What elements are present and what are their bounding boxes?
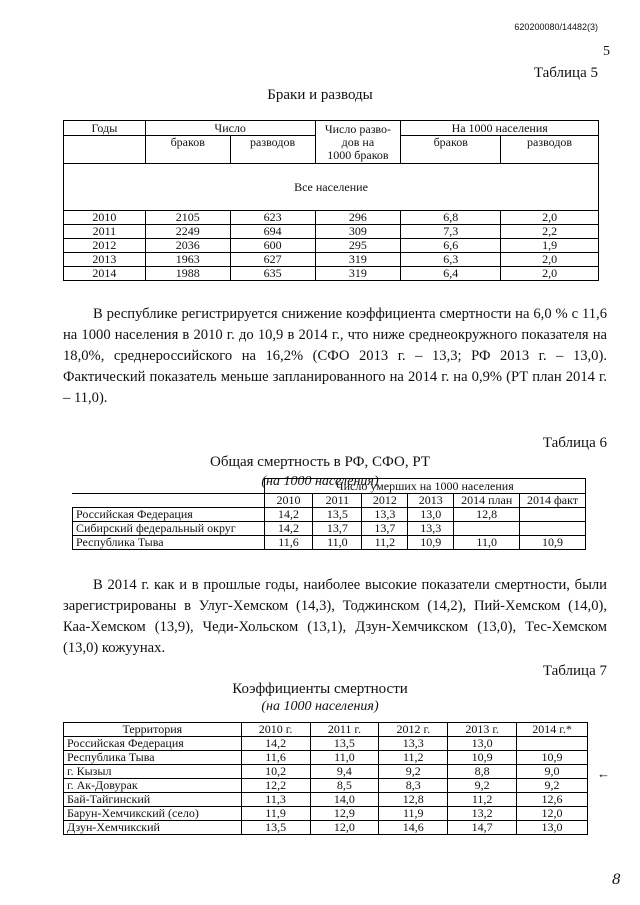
t5-cell: 309: [315, 225, 401, 239]
table5-title: Браки и разводы: [267, 87, 373, 103]
t7-cell: 11,9: [379, 807, 448, 821]
t5-cell: 635: [230, 267, 315, 281]
t5-head-divorces: разводов: [230, 136, 315, 164]
t5-cell: 319: [315, 253, 401, 267]
t6-cell: [520, 508, 586, 522]
t5-cell: 2012: [64, 239, 146, 253]
table6-subtitle: (на 1000 населения): [261, 474, 379, 489]
t6-col-header: 2011: [313, 494, 362, 508]
t7-cell: 14,6: [379, 821, 448, 835]
table7-caption: Таблица 7: [542, 663, 607, 679]
t5-cell: 7,3: [401, 225, 501, 239]
t7-col-header: 2012 г.: [379, 723, 448, 737]
t6-cell: 14,2: [264, 508, 313, 522]
t6-head-blank2: [73, 494, 265, 508]
table-row: [64, 211, 599, 225]
t5-cell: 2,0: [501, 267, 599, 281]
table-row: [64, 807, 588, 821]
t5-cell: 2,0: [501, 253, 599, 267]
table-row: [73, 536, 586, 550]
t6-cell: [520, 522, 586, 536]
t7-cell: 14,7: [448, 821, 517, 835]
t7-cell: 9,2: [448, 779, 517, 793]
t6-cell: 10,9: [520, 536, 586, 550]
t7-cell: 13,0: [448, 737, 517, 751]
t5-cell: 627: [230, 253, 315, 267]
table-row: [64, 239, 599, 253]
table-row: [64, 737, 588, 751]
table7-subtitle: (на 1000 населения): [261, 699, 379, 714]
t6-row-name: Республика Тыва: [73, 536, 265, 550]
t7-row-name: Российская Федерация: [64, 737, 242, 751]
t6-cell: 13,7: [313, 522, 362, 536]
table5: [63, 120, 599, 281]
table-row: [64, 225, 599, 239]
table6: [72, 478, 586, 550]
t6-cell: 11,2: [362, 536, 408, 550]
table-row: [73, 522, 586, 536]
table-row: [73, 508, 586, 522]
t5-head-divorces2: разводов: [501, 136, 599, 164]
t7-cell: 9,2: [517, 779, 588, 793]
t6-cell: [454, 522, 520, 536]
t7-cell: 10,9: [448, 751, 517, 765]
t6-col-header: 2013: [408, 494, 454, 508]
t5-head-years-blank: [64, 136, 146, 164]
t7-cell: 13,5: [241, 821, 310, 835]
t7-cell: 10,2: [241, 765, 310, 779]
t6-head-blank: [73, 479, 265, 494]
table6-title: Общая смертность в РФ, СФО, РТ: [209, 454, 431, 470]
t5-cell: 1,9: [501, 239, 599, 253]
t5-cell: 6,6: [401, 239, 501, 253]
t7-cell: 8,3: [379, 779, 448, 793]
t7-col-header: 2013 г.: [448, 723, 517, 737]
t7-cell: 14,0: [310, 793, 379, 807]
t7-cell: 11,0: [310, 751, 379, 765]
t5-cell: 2010: [64, 211, 146, 225]
paragraph-regions: В 2014 г. как и в прошлые годы, наиболее высокие показатели смертности, были зарегистрированы в Улуг-Хемском (14,3), Тоджинском (14,2), Пий-Хемском (14,0), Каа-Хемском (13,9), Чеди-Хольском (13,1), Дзун-Хемчикском (13,0), Тес-Хемском (13,0) кожуунах.: [63, 577, 607, 656]
t5-cell: 6,8: [401, 211, 501, 225]
table-row: [64, 765, 588, 779]
t7-col-header: 2014 г.*: [517, 723, 588, 737]
t5-cell: 296: [315, 211, 401, 225]
t6-cell: 11,6: [264, 536, 313, 550]
t6-cell: 13,7: [362, 522, 408, 536]
table-row: [64, 253, 599, 267]
t5-cell: 2105: [145, 211, 230, 225]
t7-cell: 9,2: [379, 765, 448, 779]
t6-col-header: 2014 план: [454, 494, 520, 508]
table-row: [64, 779, 588, 793]
t5-cell: 600: [230, 239, 315, 253]
t7-cell: 11,6: [241, 751, 310, 765]
table5-caption: Таблица 5: [533, 65, 598, 81]
t6-cell: 13,3: [408, 522, 454, 536]
document-id: 620200080/14482(3): [514, 22, 598, 32]
t6-col-header: 2010: [264, 494, 313, 508]
paragraph-mortality: В республике регистрируется снижение коэффициента смертности на 6,0 % с 11,6 на 1000 населения в 2010 г. до 10,9 в 2014 г., что ниже среднеокружного показателя на 18,0%, среднероссийского на 16,2% (СФО 2013 г. – 13,3; РФ 2013 г. – 13,0). Фактический показатель меньше запланированного на 2014 г. на 0,9% (РТ план 2014 г. – 11,0).: [63, 306, 607, 406]
t7-cell: 12,2: [241, 779, 310, 793]
t5-head-number: Число: [145, 121, 315, 136]
t7-cell: 12,8: [379, 793, 448, 807]
t6-cell: 13,0: [408, 508, 454, 522]
t6-cell: 10,9: [408, 536, 454, 550]
t7-cell: 13,3: [379, 737, 448, 751]
t7-row-name: г. Ак-Довурак: [64, 779, 242, 793]
t5-cell: 295: [315, 239, 401, 253]
t7-row-name: Дзун-Хемчикский: [64, 821, 242, 835]
table6-caption: Таблица 6: [542, 435, 607, 451]
t7-col-header: Территория: [64, 723, 242, 737]
handwritten-page-mark: 8: [612, 872, 621, 888]
t5-cell: 2,0: [501, 211, 599, 225]
t6-row-name: Сибирский федеральный округ: [73, 522, 265, 536]
table7: [63, 722, 588, 835]
t7-cell: 11,9: [241, 807, 310, 821]
t5-cell: 623: [230, 211, 315, 225]
t6-col-header: 2014 факт: [520, 494, 586, 508]
t5-cell: 319: [315, 267, 401, 281]
t7-cell: 11,3: [241, 793, 310, 807]
t7-cell: [517, 737, 588, 751]
t7-cell: 12,0: [517, 807, 588, 821]
t5-section-all-population: Все население: [64, 164, 599, 211]
t7-cell: 9,4: [310, 765, 379, 779]
t5-cell: 694: [230, 225, 315, 239]
t6-cell: 11,0: [454, 536, 520, 550]
handwritten-arrow-mark: ←: [597, 766, 610, 781]
table-row: [64, 821, 588, 835]
t7-cell: 10,9: [517, 751, 588, 765]
t7-cell: 8,8: [448, 765, 517, 779]
t6-cell: 13,5: [313, 508, 362, 522]
table7-title: Коэффициенты смертности: [232, 681, 408, 697]
t7-row-name: г. Кызыл: [64, 765, 242, 779]
t5-cell: 6,4: [401, 267, 501, 281]
t7-cell: 12,6: [517, 793, 588, 807]
t7-cell: 13,5: [310, 737, 379, 751]
t5-cell: 6,3: [401, 253, 501, 267]
table-row: [64, 751, 588, 765]
t5-cell: 2013: [64, 253, 146, 267]
t6-head-top: Число умерших на 1000 населения: [264, 479, 585, 494]
t5-cell: 2014: [64, 267, 146, 281]
t6-cell: 13,3: [362, 508, 408, 522]
t7-cell: 14,2: [241, 737, 310, 751]
t7-col-header: 2010 г.: [241, 723, 310, 737]
t7-cell: 11,2: [448, 793, 517, 807]
t5-cell: 2249: [145, 225, 230, 239]
table-row: [64, 267, 599, 281]
t6-row-name: Российская Федерация: [73, 508, 265, 522]
t5-head-per-1000-pop: На 1000 населения: [401, 121, 599, 136]
t5-cell: 2036: [145, 239, 230, 253]
t6-col-header: 2012: [362, 494, 408, 508]
t7-cell: 12,9: [310, 807, 379, 821]
t5-cell: 2011: [64, 225, 146, 239]
t5-cell: 2,2: [501, 225, 599, 239]
t7-cell: 11,2: [379, 751, 448, 765]
t5-head-years: Годы: [64, 121, 146, 136]
t7-row-name: Барун-Хемчикский (село): [64, 807, 242, 821]
t7-cell: 9,0: [517, 765, 588, 779]
t5-head-marriages: браков: [145, 136, 230, 164]
t7-row-name: Республика Тыва: [64, 751, 242, 765]
t7-col-header: 2011 г.: [310, 723, 379, 737]
page-number: 5: [603, 44, 610, 59]
t5-cell: 1988: [145, 267, 230, 281]
t7-row-name: Бай-Тайгинский: [64, 793, 242, 807]
t7-cell: 12,0: [310, 821, 379, 835]
t7-cell: 8,5: [310, 779, 379, 793]
t5-head-div-per-1000: Число разво- дов на 1000 браков: [315, 121, 401, 164]
t7-cell: 13,0: [517, 821, 588, 835]
t5-cell: 1963: [145, 253, 230, 267]
t6-cell: 11,0: [313, 536, 362, 550]
t6-cell: 12,8: [454, 508, 520, 522]
t5-head-marriages2: браков: [401, 136, 501, 164]
t7-cell: 13,2: [448, 807, 517, 821]
table-row: [64, 793, 588, 807]
t6-cell: 14,2: [264, 522, 313, 536]
